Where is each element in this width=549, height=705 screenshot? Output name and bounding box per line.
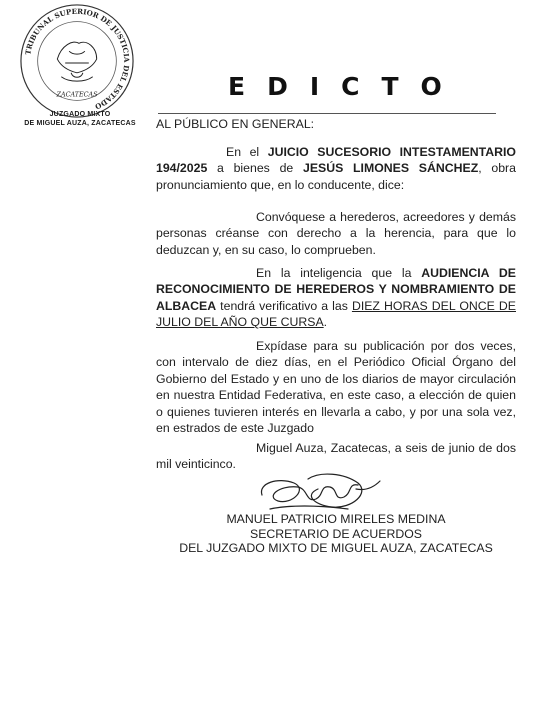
signer-position: SECRETARIO DE ACUERDOS [250,526,422,541]
deceased-name: JESÚS LIMONES SÁNCHEZ [302,161,479,176]
eagle-emblem-icon [57,42,96,81]
paragraph-4: Expídase para su publicación por dos veces, con intervalo de diez días, en el Periódico Oficial Órgano del Gobierno del Estado y en uno de los diarios de mayor circulación en nuestra Entidad Federativa, en este caso, a elección de quien o quienes tuvieren interés en llevarla a cabo, y por una sola vez, en estrados de este Juzgado [156,339,516,436]
greeting-text: AL PÚBLICO EN GENERAL: [156,117,315,131]
court-label-line2: DE MIGUEL AUZA, ZACATECAS [24,120,136,127]
court-label [0,110,160,128]
case-number: JUICIO SUCESORIO INTESTAMENTARIO 194/2025 [156,145,516,176]
court-label-line1: JUZGADO MIXTO [49,111,111,118]
signer-court: DEL JUZGADO MIXTO DE MIGUEL AUZA, ZACATECAS [179,541,493,555]
hearing-title: AUDIENCIA DE RECONOCIMIENTO DE HEREDEROS Y NOMBRAMIENTO DE ALBACEA [156,266,516,313]
paragraph-1: En el JUICIO SUCESORIO INTESTAMENTARIO 194/2025 a bienes de JESÚS LIMONES SÁNCHEZ, obra pronunciamiento que, en lo conducente, dice: [156,145,516,192]
court-seal [18,2,136,120]
title-rule [158,113,496,114]
svg-text:TRIBUNAL SUPERIOR DE JUSTICIA: TRIBUNAL SUPERIOR DE JUSTICIA DEL ESTADO [23,6,132,112]
signer-name: MANUEL PATRICIO MIRELES MEDINA [226,512,446,526]
document-title: EDICTO [228,72,464,101]
paragraph-3: En la inteligencia que la AUDIENCIA DE RECONOCIMIENTO DE HEREDEROS Y NOMBRAMIENTO DE ALBACEA tendrá verificativo a las DIEZ HORAS DEL ONCE DE JULIO DEL AÑO QUE CURSA. [156,266,516,330]
signature-block [156,512,516,556]
greeting [156,116,516,132]
paragraph-2: Convóquese a herederos, acreedores y demás personas créanse con derecho a la herencia, para que lo deduzcan y, en su caso, lo comprueben. [156,210,516,257]
svg-text:ZACATECAS: ZACATECAS [56,90,98,99]
place-date: Miguel Auza, Zacatecas, a seis de junio de dos mil veinticinco. [156,441,516,472]
hearing-date: DIEZ HORAS DEL ONCE DE JULIO DEL AÑO QUE CURSA [156,298,516,330]
